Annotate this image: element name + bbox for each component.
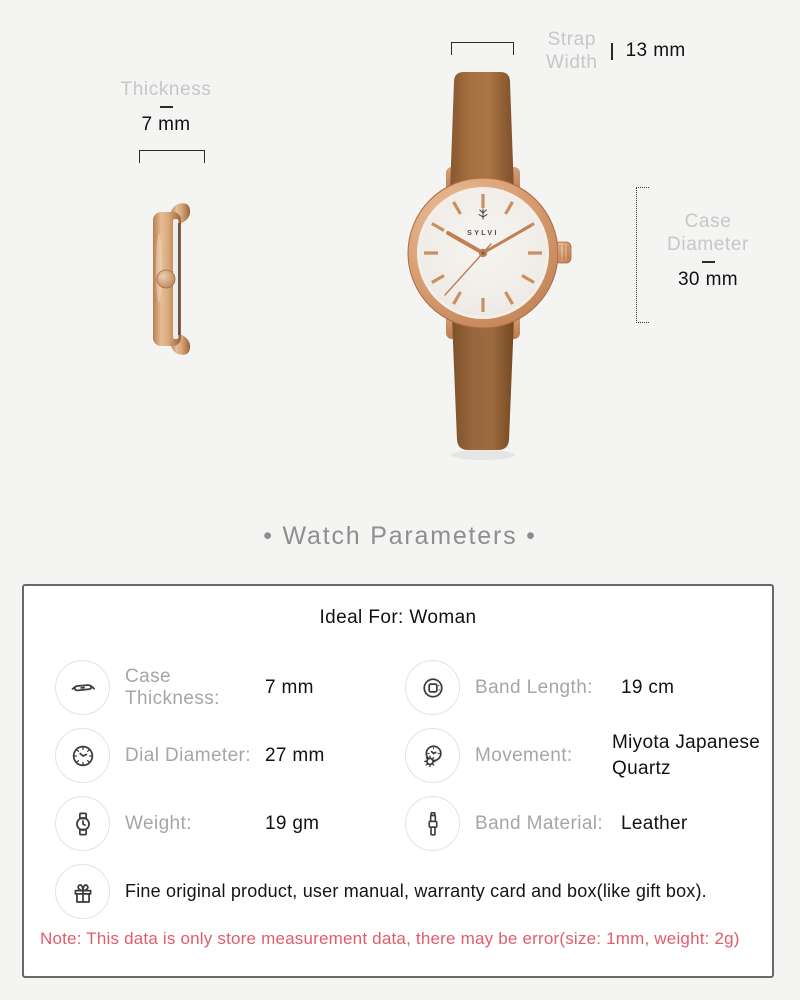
thickness-measure-bracket	[139, 150, 205, 163]
spec-value: 19 cm	[621, 676, 675, 698]
watch-strap-icon	[405, 796, 460, 851]
dash-divider	[702, 261, 715, 263]
gift-icon	[55, 864, 110, 919]
movement-gear-icon	[405, 728, 460, 783]
spec-label: Band Length:	[475, 676, 593, 698]
spec-value: Leather	[621, 812, 688, 834]
spec-case-thickness	[55, 660, 405, 715]
strap-width-value: 13 mm	[625, 40, 686, 61]
spec-row	[24, 660, 772, 715]
strap-width-label-line1: Strap	[547, 28, 596, 50]
thickness-label: Thickness	[120, 79, 212, 100]
spec-label: Movement:	[475, 744, 573, 766]
strap-width-label-line2: Width	[546, 52, 598, 73]
spec-label: Band Material:	[475, 812, 604, 834]
spec-band-material	[405, 796, 688, 851]
spec-value: 19 gm	[265, 812, 320, 834]
spec-movement	[405, 728, 772, 783]
spec-value: Miyota Japanese Quartz	[612, 732, 761, 779]
watch-parameters-heading: • Watch Parameters •	[263, 522, 537, 550]
spec-label: Weight:	[125, 812, 192, 834]
watch-brand-text: SYLVI	[467, 230, 499, 237]
watch-front-view-image	[388, 46, 583, 466]
top-strap	[450, 72, 514, 192]
package-contents-text: Fine original product, user manual, warranty card and box(like gift box).	[125, 881, 707, 901]
case-diameter-label-line1: Case	[684, 211, 732, 232]
wristwatch-icon	[55, 796, 110, 851]
thickness-annotation	[110, 78, 222, 136]
package-contents-row	[24, 864, 772, 919]
spec-label: Dial Diameter:	[125, 744, 251, 766]
spec-label: Case Thickness:	[125, 665, 220, 709]
case-diameter-label-line2: Diameter	[667, 234, 749, 256]
spec-dial-diameter	[55, 728, 405, 783]
spec-weight	[55, 796, 405, 851]
crown	[157, 270, 175, 288]
case-diameter-annotation	[657, 210, 759, 291]
ideal-for-text: Ideal For: Woman	[319, 607, 477, 628]
divider	[611, 43, 613, 60]
bottom-strap	[452, 318, 514, 450]
measurement-note: Note: This data is only store measurement data, there may be error(size: 1mm, weight: 2g)	[40, 929, 740, 948]
spec-band-length	[405, 660, 674, 715]
dash-divider	[160, 106, 173, 108]
case-diameter-measure-bracket	[636, 187, 649, 323]
spec-row	[24, 796, 772, 851]
clock-face-icon	[55, 728, 110, 783]
spec-value: 27 mm	[265, 744, 325, 766]
watch-side-icon	[55, 660, 110, 715]
watch-parameters-box	[22, 584, 774, 978]
watch-band-curl-icon	[405, 660, 460, 715]
watch-side-view-image	[145, 198, 215, 360]
thickness-value: 7 mm	[141, 114, 191, 136]
spec-row	[24, 728, 772, 783]
case-diameter-value: 30 mm	[677, 269, 739, 291]
spec-value: 7 mm	[265, 676, 314, 698]
